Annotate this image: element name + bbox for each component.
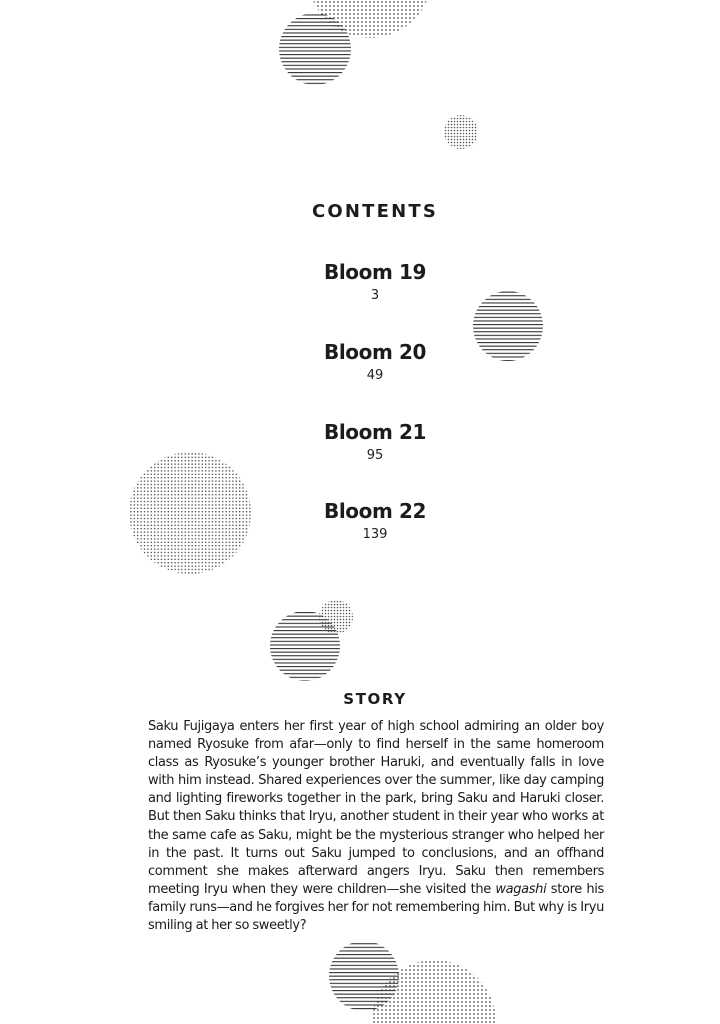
dot-tone-circle-small: [444, 115, 478, 149]
toc-entry: [0, 498, 720, 544]
story-italic-word: wagashi: [495, 881, 547, 897]
toc-entry: [0, 339, 720, 385]
contents-heading: CONTENTS: [311, 201, 439, 222]
story-text-part: Saku Fujigaya enters her first year of high school admiring an older boy named Ryosuke from afar—only to find herself in the same homeroom class as Ryosuke’s younger brother Haruki, and eventually falls in love with him instead. Shared experiences over the summer, like day camping and lighting fireworks together in the park, bring Saku and Haruki closer. But then Saku thinks that Iryu, another student in their year who works at the same cafe as Saku, might be the mysterious stranger who helped her in the past. It turns out Saku jumped to conclusions, and an offhand comment she makes afterward angers Iryu. Saku then remembers meeting Iryu when they were children—she visited the: [148, 719, 604, 897]
toc-entry: [0, 419, 720, 465]
story-text-part: store his family runs—and he forgives her for not remembering him. But why is Iryu smiling at her so sweetly?: [148, 881, 604, 934]
toc-entry-title: Bloom 21: [323, 420, 426, 444]
toc-entry-page: 49: [366, 368, 384, 383]
toc-entry-page: 139: [362, 527, 388, 542]
toc-entry-title: Bloom 20: [323, 340, 426, 364]
story-paragraph: [148, 718, 604, 935]
toc-entry-title: Bloom 19: [323, 260, 426, 284]
toc-entry: [0, 259, 720, 305]
dot-tone-circle-mid-small: [319, 600, 353, 634]
story-heading: STORY: [343, 690, 407, 708]
line-tone-circle-top: [279, 13, 351, 85]
toc-entry-page: 3: [370, 288, 380, 303]
toc-entry-title: Bloom 22: [323, 499, 426, 523]
toc-entry-page: 95: [366, 448, 384, 463]
